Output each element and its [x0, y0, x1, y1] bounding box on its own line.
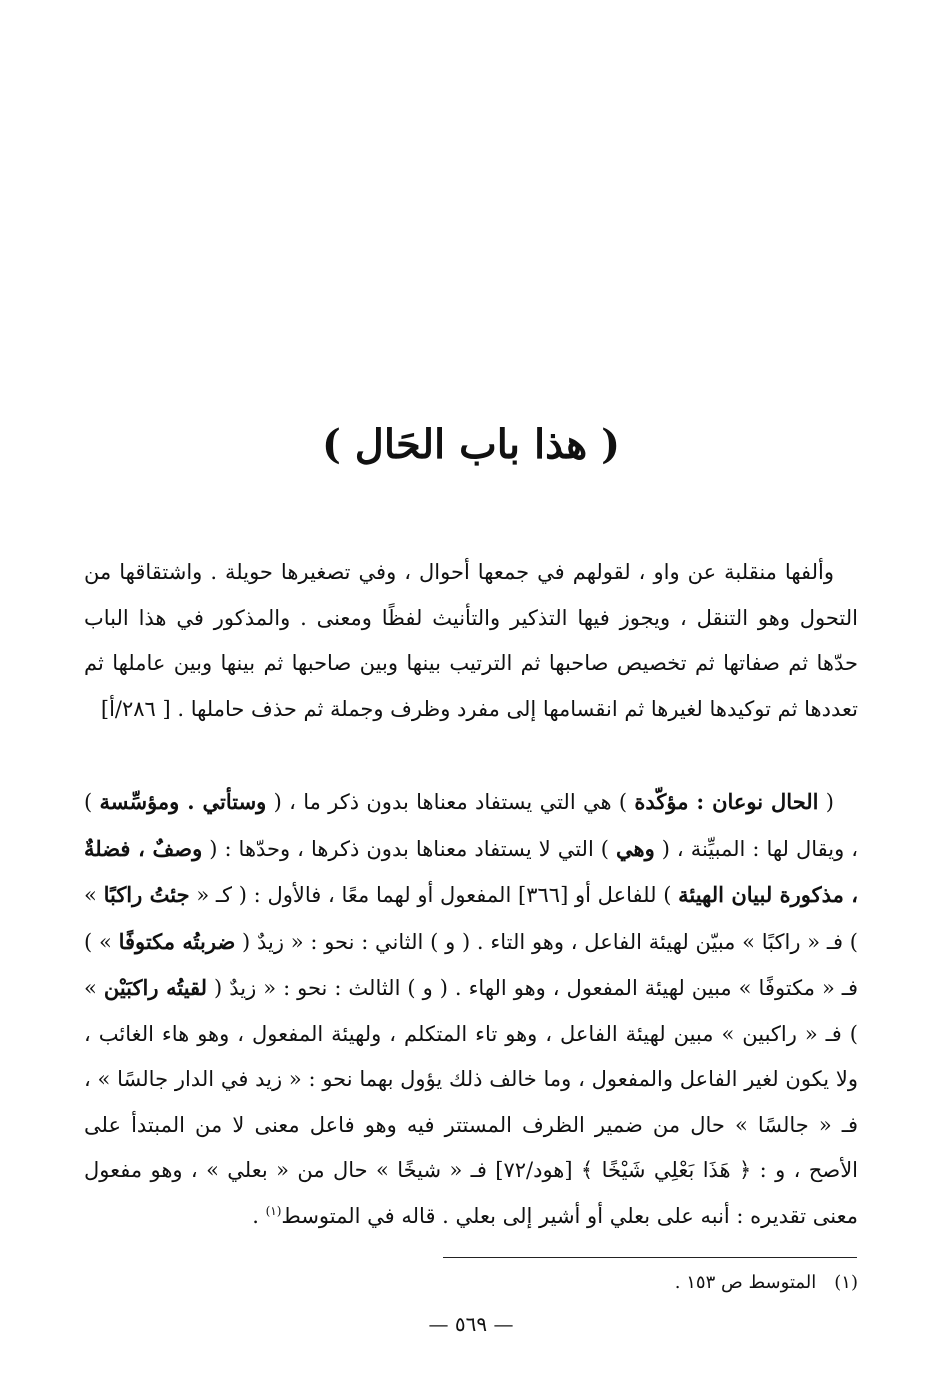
- page-number: — ٥٦٩ —: [428, 1312, 514, 1336]
- matn-phrase: ضربتُه مكتوفًا: [118, 928, 236, 954]
- text-run: .: [252, 1203, 266, 1228]
- text-run: ) هي التي يستفاد معناها بدون ذكر ما ، (: [266, 790, 635, 814]
- footnote-text: المتوسط ص ١٥٣ .: [674, 1272, 817, 1293]
- paragraph-intro-text: وألفها منقلبة عن واو ، لقولهم في جمعها أحوال ، وفي تصغيرها حويلة . واشتقاقها من التحول وهو التنقل ، ويجوز فيها التذكير والتأنيث لفظًا ومعنى . والمذكور في هذا الباب حدّها ثم صفاتها ثم تخصيص صاحبها ثم الترتيب بينها وبين صاحبها ثم بينها وبين عاملها ثم تعددها ثم توكيدها لغيرها ثم انقسامها إلى مفرد وظرف وجملة ثم حذف حاملها . [ ٢٨٦/أ]: [84, 560, 858, 721]
- matn-phrase: وستأتي . ومؤسِّسة: [99, 789, 267, 814]
- text-run: ) ، ويقال لها : المبيِّنة ، (: [84, 790, 858, 861]
- footnote-divider: [443, 1257, 857, 1258]
- chapter-title: ( هذا باب الحَال ): [321, 421, 621, 468]
- matn-phrase: لقيتُه راكبَيْن: [103, 975, 208, 1000]
- matn-phrase: وهي: [616, 835, 655, 861]
- text-run: » ) فـ « راكبين » مبين لهيئة الفاعل ، وهو تاء المتكلم ، ولهيئة المفعول ، وهو هاء الغائب ، ولا يكون لغير الفاعل والمفعول ، وما خالف ذلك يؤول بهما نحو : « زيد في الدار جالسًا » ، فـ « جالسًا » حال من ضمير الظرف المستتر فيه وهو فاعل معنى لا من المبتدأ على الأصح ، و : ﴿ هَذَا بَعْلِي شَيْخًا ﴾ [هود/٧٢] فـ « شيخًا » حال من « بعلي » ، وهو مفعول معنى تقديره : أنبه على بعلي أو أشير إلى بعلي . قاله في المتوسط: [84, 976, 859, 1228]
- matn-phrase: جئتُ راكبًا: [103, 882, 190, 907]
- text-run: ) التي لا يستفاد معناها بدون ذكرها ، وحدّها : (: [202, 836, 616, 861]
- footnote: [84, 1266, 858, 1300]
- footnote-number: (١): [834, 1272, 858, 1293]
- paragraph-hal-types-text: [84, 779, 858, 1239]
- matn-phrase: الحال نوعان : مؤكّدة: [634, 789, 819, 814]
- text-run: (: [818, 790, 834, 814]
- text-run: ) للفاعل أو [٣٦٦] المفعول أو لهما معًا ، فالأول : ( كـ «: [189, 883, 679, 907]
- footnote-reference: (١): [265, 1203, 282, 1218]
- text-run: » ) فـ « راكبًا » مبيّن لهيئة الفاعل ، وهو التاء . ( و ) الثاني : نحو : « زيدٌ (: [84, 883, 859, 954]
- matn-phrase: وصفٌ ، فضلةٌ ، مذكورة لبيان الهيئة: [84, 835, 858, 907]
- paragraph-hal-types: [84, 779, 858, 1239]
- text-run: » ) فـ « مكتوفًا » مبين لهيئة المفعول ، وهو الهاء . ( و ) الثالث : نحو : « زيدٌ (: [84, 929, 858, 1000]
- paragraph-intro: [84, 550, 858, 732]
